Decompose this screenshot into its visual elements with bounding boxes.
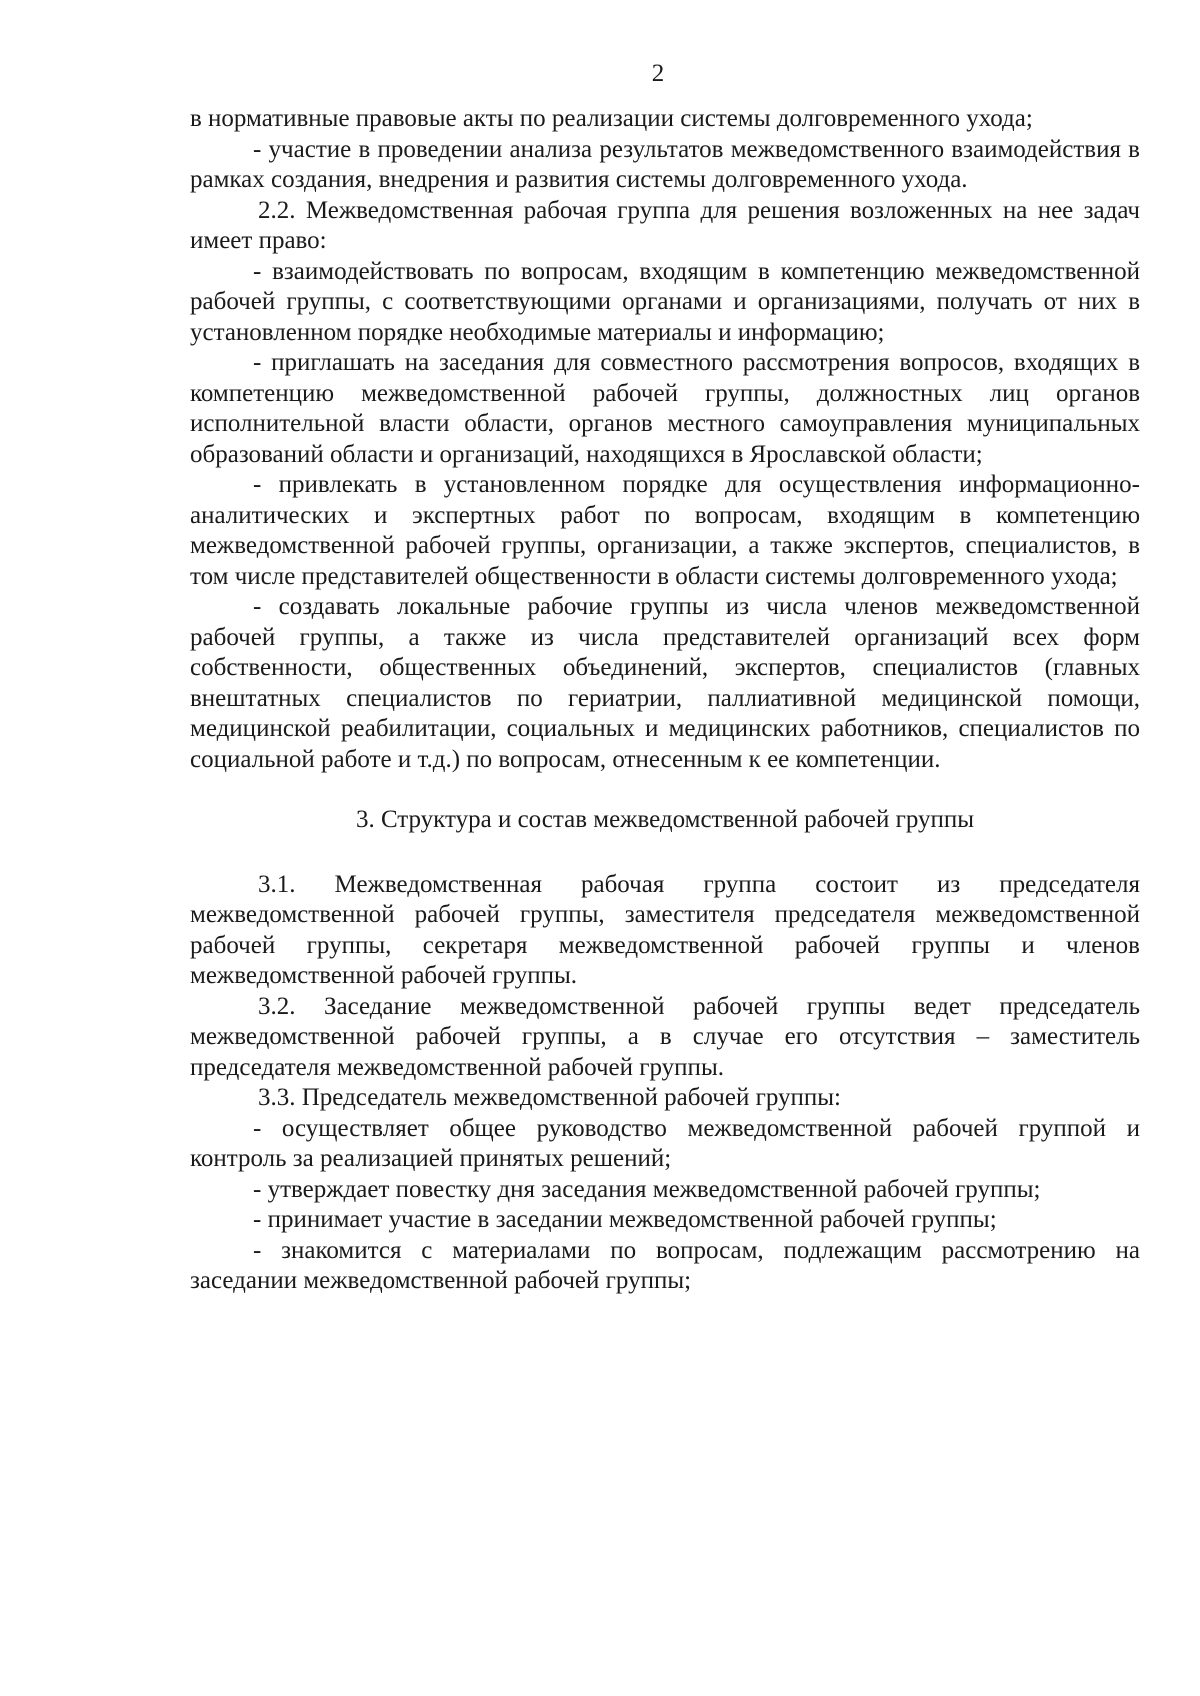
paragraph: - создавать локальные рабочие группы из числа членов межведомственной рабочей группы, а также из числа представителей организаций всех форм собственности, общественных объединений, экспертов, специалистов (главных внештатных специалистов по гериатрии, паллиативной медицинской помощи, медицинской реабилитации, социальных и медицинских работников, специалистов по социальной работе и т.д.) по вопросам, отнесенным к ее компетенции. <box>190 593 1140 773</box>
paragraph: 2.2. Межведомственная рабочая группа для решения возложенных на нее задач имеет право: <box>190 196 1140 254</box>
paragraph: - знакомится с материалами по вопросам, подлежащим рассмотрению на заседании межведомственной рабочей группы; <box>190 1236 1140 1294</box>
paragraph: - приглашать на заседания для совместного рассмотрения вопросов, входящих в компетенцию межведомственной рабочей группы, должностных лиц органов исполнительной власти области, органов местного самоуправления муниципальных образований области и организаций, находящихся в Ярославской области; <box>190 349 1140 468</box>
paragraph: - утверждает повестку дня заседания межведомственной рабочей группы; <box>253 1175 1041 1203</box>
paragraph: - привлекать в установленном порядке для осуществления информационно-аналитических и экспертных работ по вопросам, входящим в компетенцию межведомственной рабочей группы, организации, а также экспертов, специалистов, в том числе представителей общественности в области системы долговременного ухода; <box>190 471 1140 590</box>
paragraph: - участие в проведении анализа результатов межведомственного взаимодействия в рамках создания, внедрения и развития системы долговременного ухода. <box>190 135 1140 193</box>
document-body <box>190 104 1140 1297</box>
page-number: 2 <box>651 60 665 87</box>
paragraph: 3.1. Межведомственная рабочая группа состоит из председателя межведомственной рабочей группы, заместителя председателя межведомственной рабочей группы, секретаря межведомственной рабочей группы и членов межведомственной рабочей группы. <box>190 870 1140 989</box>
paragraph: - осуществляет общее руководство межведомственной рабочей группой и контроль за реализацией принятых решений; <box>190 1114 1140 1172</box>
paragraph: - принимает участие в заседании межведомственной рабочей группы; <box>253 1206 997 1233</box>
section-heading: 3. Структура и состав межведомственной рабочей группы <box>355 806 975 833</box>
paragraph: в нормативные правовые акты по реализации системы долговременного ухода; <box>190 105 1033 132</box>
paragraph: 3.3. Председатель межведомственной рабочей группы: <box>258 1084 842 1111</box>
paragraph: 3.2. Заседание межведомственной рабочей группы ведет председатель межведомственной рабочей группы, а в случае его отсутствия – заместитель председателя межведомственной рабочей группы. <box>190 992 1140 1081</box>
paragraph: - взаимодействовать по вопросам, входящим в компетенцию межведомственной рабочей группы, с соответствующими органами и организациями, получать от них в установленном порядке необходимые материалы и информацию; <box>190 257 1140 346</box>
